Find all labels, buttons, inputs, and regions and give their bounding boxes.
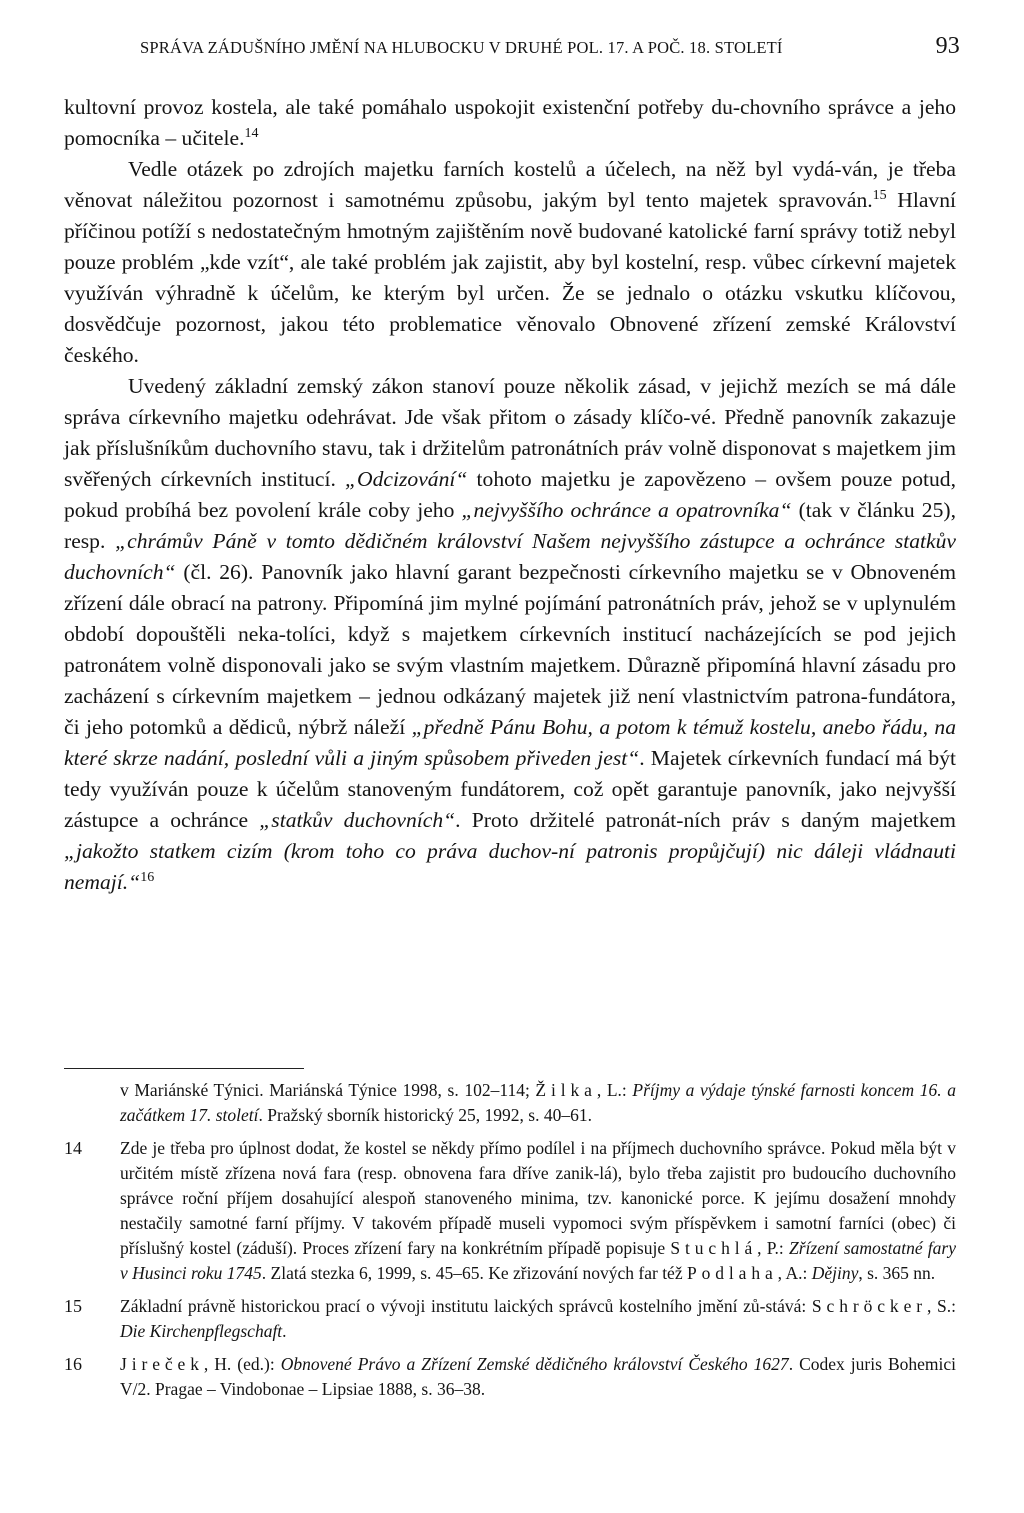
- author-name: Stuchlá: [670, 1238, 758, 1258]
- quote-chramuv: „chrámův Páně v tomto dědičném království Našem nejvyššího zástupce a ochránce statkův duchovních“: [64, 529, 956, 584]
- work-title: Dějiny: [811, 1263, 859, 1283]
- quote-jakozto: „jakožto statkem cizím (krom toho co práva duchov-ní patronis propůjčují) nic dáleji vládnauti nemají.“: [64, 839, 956, 894]
- footnote-ref-14[interactable]: 14: [244, 125, 259, 141]
- paragraph-3-text-6: . Proto držitelé patronát-ních práv s daným majetkem: [455, 808, 956, 832]
- author-name: Žilka: [535, 1080, 597, 1100]
- author-name: Schröcker: [811, 1296, 927, 1316]
- footnote-continuation: v Mariánské Týnici. Mariánská Týnice 1998, s. 102–114; Žilka, L.: Příjmy a výdaje týnské farnosti koncem 16. a začátkem 17. století. Pražský sborník historický 25, 1992, s. 40–61.: [120, 1080, 956, 1125]
- quote-odcizovani: „Odcizování“: [345, 467, 468, 491]
- paragraph-2-text-b: Hlavní příčinou potíží s nedostatečným hmotným zajištěním nově budované katolické farní správy totiž nebyl pouze problém „kde vzít“, ale také problém jak zajistit, aby byl kostelní, resp. vůbec církevní majetek využíván výhradně k účelům, ke kterým byl určen. Že se jednalo o otázku vskutku klíčovou, dosvědčuje pozornost, jakou této problematice věnovalo Obnovené zřízení zemské Království českého.: [64, 188, 956, 367]
- paragraph-3-text-3: (tak v článku 25), resp.: [64, 498, 956, 553]
- author-name: Podlaha: [686, 1263, 778, 1283]
- footnote-number: 14: [64, 1138, 82, 1158]
- footnote-number: 16: [64, 1354, 82, 1374]
- work-title: Die Kirchenpflegschaft: [120, 1321, 283, 1341]
- paragraph-1-text: kultovní provoz kostela, ale také pomáhalo uspokojit existenční potřeby du-chovního správce a jeho pomocníka – učitele.: [64, 95, 956, 150]
- paragraph-3-text-1: Uvedený základní zemský zákon stanoví pouze několik zásad, v jejichž mezích se má dále správa církevního majetku odehrávat. Jde však přitom o zásady klíčo-vé. Předně panovník zakazuje jak příslušníkům duchovního stavu, tak i držitelům patronátních práv volně disponovat s majetkem jim svěřených církevních institucí.: [64, 374, 956, 491]
- paragraph-2-text-a: Vedle otázek po zdrojích majetku farních kostelů a účelech, na něž byl vydá-ván, je třeba věnovat náležitou pozornost i samotnému způsobu, jakým byl tento majetek spravován.: [64, 157, 956, 212]
- footnote-16: 16 Jireček, H. (ed.): Obnovené Právo a Zřízení Zemské dědičného království Českého 1627. Codex juris Bohemici V/2. Pragae – Vindobonae – Lipsiae 1888, s. 36–38.: [64, 1354, 956, 1399]
- paragraph-3-text-4: (čl. 26). Panovník jako hlavní garant bezpečnosti církevního majetku se v Obnoveném zřízení dále obrací na patrony. Připomíná jim mylné pojímání patronátních práv, jehož se v uplynulém období dopouštěli neka-tolíci, když s majetkem církevních institucí nacházejících se pod jejich patronátem volně disponovali jako se svým vlastním majetkem. Důrazně připomíná hlavní zásadu pro zacházení s církevním majetkem – jednou odkázaný majetek již není vlastnictvím patrona-fundátora, či jeho potomků a dědiců, nýbrž náleží: [64, 560, 956, 739]
- footnotes: [64, 1078, 956, 1410]
- paragraph-3: [64, 371, 956, 898]
- paragraph-3-text-5: . Majetek církevních fundací má být tedy využíván pouze k účelům stanoveným fundátorem, což opět garantuje panovník, jako nejvyšší zástupce a ochránce: [64, 746, 956, 832]
- footnote-15: 15 Základní právně historickou prací o vývoji institutu laických správců kostelního jmění zů-stává: Schröcker, S.: Die Kirchenpflegschaft.: [64, 1296, 956, 1341]
- running-header: [140, 33, 960, 59]
- quote-predne: „předně Pánu Bohu, a potom k témuž kostelu, anebo řádu, na které skrze nadání, poslední vůli a jiným spůsobem přiveden jest“: [64, 715, 956, 770]
- quote-statkuv: „statkův duchovních“: [259, 808, 456, 832]
- page-number: 93: [935, 33, 960, 59]
- work-title: Zřízení samostatné fary v Husinci roku 1745: [120, 1238, 956, 1283]
- main-text: [64, 92, 956, 898]
- footnote-ref-15[interactable]: 15: [872, 187, 887, 203]
- author-name: Jireček: [120, 1354, 204, 1374]
- running-title: SPRÁVA ZÁDUŠNÍHO JMĚNÍ NA HLUBOCKU V DRUHÉ POL. 17. A POČ. 18. STOLETÍ: [140, 38, 783, 57]
- paragraph-2: [64, 154, 956, 371]
- footnote-separator: [64, 1068, 304, 1069]
- work-title: Příjmy a výdaje týnské farnosti koncem 16. a začátkem 17. století: [120, 1080, 956, 1125]
- work-title: Obnovené Právo a Zřízení Zemské dědičného království Českého 1627: [280, 1354, 789, 1374]
- footnote-number: 15: [64, 1296, 82, 1316]
- paragraph-3-text-2: tohoto majetku je zapovězeno – ovšem pouze potud, pokud probíhá bez povolení krále coby jeho: [64, 467, 956, 522]
- quote-ochrance: „nejvyššího ochránce a opatrovníka“: [461, 498, 792, 522]
- footnote-ref-16[interactable]: 16: [140, 869, 155, 885]
- paragraph-1: [64, 92, 956, 154]
- footnote-14: 14 Zde je třeba pro úplnost dodat, že kostel se někdy přímo podílel i na příjmech duchovního správce. Pokud měla být v určitém místě zřízena nová fara (resp. obnovena fara dříve zanik-lá), bylo třeba zajistit pro budoucího duchovního správce roční příjem dosahující alespoň stanoveného minima, tzv. kanonické porce. K jejímu dosažení mnohdy nestačily samotné farní příjmy. V takovém případě museli vypomoci svým příspěvkem i samotní farníci (obec) či příslušný kostel (záduší). Proces zřízení fary na konkrétním případě popisuje Stuchlá, P.: Zřízení samostatné fary v Husinci roku 1745. Zlatá stezka 6, 1999, s. 45–65. Ke zřizování nových far též Podlaha, A.: Dějiny, s. 365 nn.: [64, 1138, 956, 1283]
